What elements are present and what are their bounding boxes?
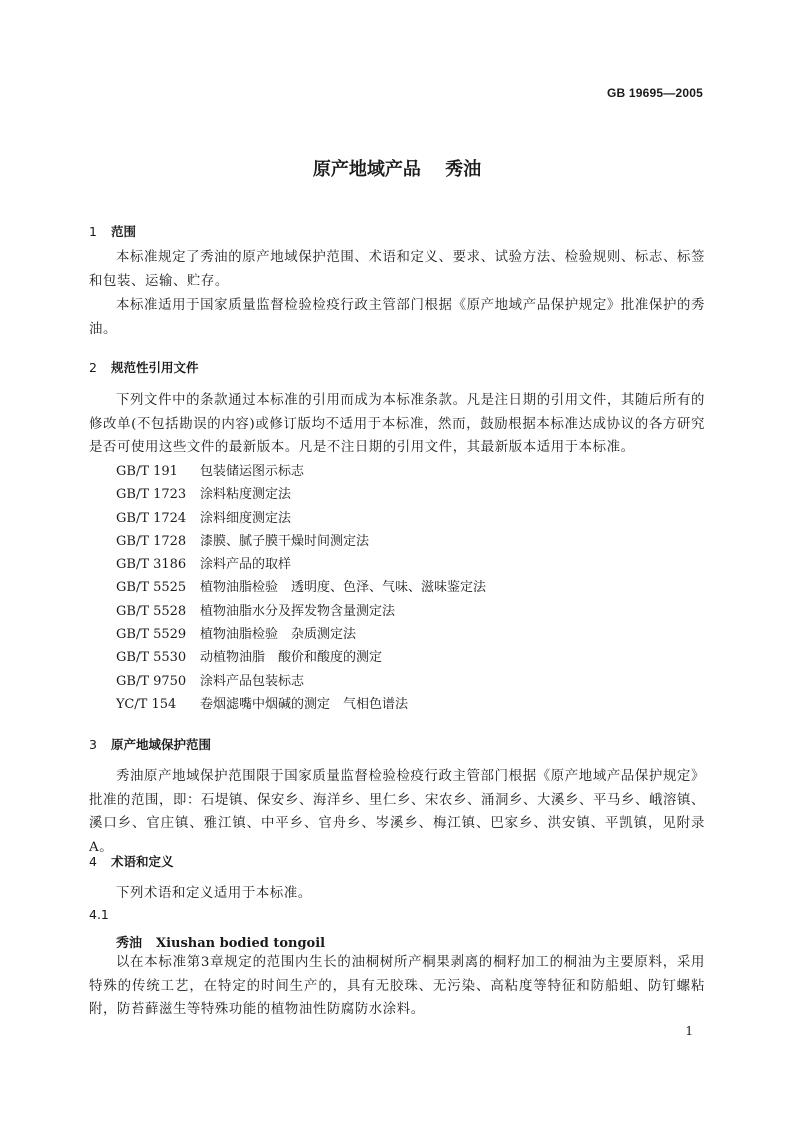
- reference-item: [116, 623, 486, 646]
- reference-code: GB/T 5528: [116, 603, 187, 619]
- page-title: 原产地域产品 秀油: [312, 159, 482, 180]
- reference-title: 卷烟滤嘴中烟碱的测定 气相色谱法: [200, 696, 409, 712]
- reference-item: [116, 483, 486, 506]
- term-number: 4.1: [89, 907, 109, 922]
- section-2-paragraph-1: 下列文件中的条款通过本标准的引用而成为本标准条款。凡是注日期的引用文件，其随后所有的修改单(不包括勘误的内容)或修订版均不适用于本标准，然而，鼓励根据本标准达成协议的各方研究是否可使用这些文件的最新版本。凡是不注日期的引用文件，其最新版本适用于本标准。: [89, 393, 705, 455]
- reference-title: 涂料产品的取样: [200, 557, 292, 573]
- reference-item: [116, 530, 486, 553]
- section-4-heading: [89, 852, 174, 870]
- section-number: 4: [89, 854, 97, 869]
- reference-code: GB/T 9750: [116, 673, 187, 689]
- section-number: 2: [89, 360, 97, 375]
- section-number: 1: [89, 224, 97, 239]
- reference-title: 植物油脂检验 杂质测定法: [200, 627, 357, 643]
- reference-item: [116, 646, 486, 669]
- reference-code: GB/T 5530: [116, 650, 187, 666]
- reference-item: [116, 576, 486, 599]
- standard-code: GB 19695—2005: [607, 86, 703, 100]
- normative-references-list: [116, 460, 486, 716]
- reference-code: GB/T 1723: [116, 487, 187, 503]
- section-2-heading: [89, 358, 199, 376]
- term-name-cn: 秀油: [116, 936, 143, 951]
- term-definition: 以在本标准第3章规定的范围内生长的油桐树所产桐果剥离的桐籽加工的桐油为主要原料，采用特殊的传统工艺，在特定的时间生产的，具有无胶珠、无污染、高粘度等特征和防船蛆、防钉螺粘附，防苔藓滋生等特殊功能的植物油性防腐防水涂料。: [89, 955, 705, 1017]
- reference-title: 涂料粘度测定法: [200, 487, 292, 503]
- reference-title: 涂料细度测定法: [200, 510, 292, 526]
- reference-item: [116, 460, 486, 483]
- reference-code: GB/T 191: [116, 464, 178, 479]
- section-title: 原产地域保护范围: [111, 737, 212, 752]
- section-title: 规范性引用文件: [111, 360, 199, 375]
- section-1-heading: [89, 222, 136, 240]
- section-1-paragraph-2: 本标准适用于国家质量监督检验检疫行政主管部门根据《原产地域产品保护规定》批准保护的秀油。: [89, 298, 705, 337]
- reference-title: 漆膜、腻子膜干燥时间测定法: [200, 533, 370, 549]
- reference-title: 植物油脂水分及挥发物含量测定法: [200, 603, 396, 619]
- section-title: 术语和定义: [111, 854, 174, 869]
- section-1-paragraph-1: 本标准规定了秀油的原产地域保护范围、术语和定义、要求、试验方法、检验规则、标志、标签和包装、运输、贮存。: [89, 250, 705, 289]
- reference-code: GB/T 3186: [116, 557, 187, 573]
- reference-code: GB/T 5529: [116, 627, 187, 643]
- reference-title: 涂料产品包装标志: [200, 673, 305, 689]
- section-4-paragraph-1: 下列术语和定义适用于本标准。: [116, 886, 312, 901]
- reference-item: [116, 553, 486, 576]
- term-name-en: Xiushan bodied tongoil: [156, 936, 326, 951]
- reference-item: [116, 507, 486, 530]
- page-number: 1: [685, 1024, 693, 1038]
- section-title: 范围: [111, 224, 137, 239]
- section-3-paragraph-1: 秀油原产地域保护范围限于国家质量监督检验检疫行政主管部门根据《原产地域产品保护规定》批准的范围，即：石堤镇、保安乡、海洋乡、里仁乡、宋农乡、涌洞乡、大溪乡、平马乡、峨溶镇、溪口乡、官庄镇、雅江镇、中平乡、官舟乡、岑溪乡、梅江镇、巴家乡、洪安镇、平凯镇，见附录A。: [89, 769, 705, 855]
- reference-item: [116, 600, 486, 623]
- reference-item: [116, 693, 486, 716]
- reference-item: [116, 670, 486, 693]
- reference-title: 包装储运图示标志: [200, 464, 305, 479]
- reference-code: GB/T 1728: [116, 533, 187, 549]
- reference-title: 动植物油脂 酸价和酸度的测定: [200, 650, 383, 666]
- reference-title: 植物油脂检验 透明度、色泽、气味、滋味鉴定法: [200, 580, 487, 596]
- reference-code: GB/T 1724: [116, 510, 187, 526]
- section-3-heading: [89, 735, 211, 753]
- reference-code: GB/T 5525: [116, 580, 187, 596]
- section-number: 3: [89, 737, 97, 752]
- reference-code: YC/T 154: [116, 696, 177, 712]
- term-name: [116, 932, 325, 951]
